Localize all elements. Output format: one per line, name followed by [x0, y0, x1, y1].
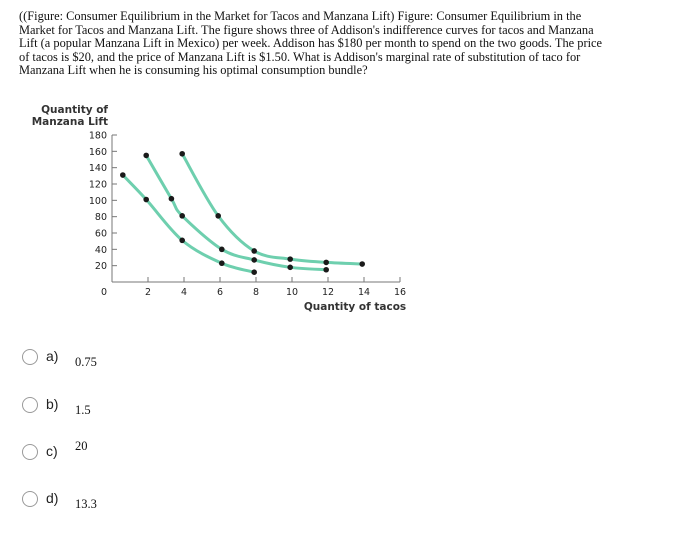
curve-2-point [287, 265, 293, 271]
radio-button-b[interactable] [22, 397, 38, 413]
curve-2-point [251, 257, 257, 263]
y-tick-label: 120 [88, 179, 107, 191]
curve-2-point [169, 196, 175, 202]
x-tick-label: 14 [357, 287, 371, 298]
option-c-letter: c) [46, 443, 58, 459]
radio-button-a[interactable] [22, 349, 38, 365]
curve-1-point [179, 238, 185, 244]
option-c-value: 20 [75, 439, 88, 453]
radio-button-c[interactable] [22, 444, 38, 460]
option-b-value: 1.5 [75, 403, 91, 417]
curve-1-point [143, 197, 149, 203]
radio-button-d[interactable] [22, 491, 38, 507]
curve-3-point [323, 260, 329, 266]
curve-1-point [219, 260, 225, 266]
x-tick-label: 16 [393, 287, 407, 298]
curve-2-point [219, 247, 225, 253]
option-a-letter: a) [46, 348, 59, 364]
x-tick-label: 6 [216, 287, 224, 298]
y-tick-label: 40 [94, 244, 107, 256]
curve-1-point [251, 269, 257, 275]
x-tick-label: 0 [100, 287, 108, 298]
curve-3-point [179, 151, 185, 157]
y-tick-label: 100 [88, 195, 107, 207]
curve-1-point [120, 172, 126, 178]
x-tick-label: 12 [321, 287, 335, 298]
y-axis-label-line-1: Quantity of [41, 104, 108, 116]
y-axis-label-line-2: Manzana Lift [31, 116, 108, 128]
curve-2-point [323, 267, 329, 273]
option-b-letter: b) [46, 396, 59, 412]
option-d-letter: d) [46, 490, 59, 506]
x-tick-label: 4 [180, 287, 188, 298]
curve-2-point [143, 153, 149, 159]
curve-3-point [359, 261, 365, 267]
x-tick-label: 10 [285, 287, 299, 298]
indifference-curve-2 [146, 155, 326, 269]
y-tick-label: 80 [94, 212, 107, 224]
y-tick-label: 20 [94, 261, 107, 273]
x-tick-label: 8 [252, 287, 260, 298]
curve-2-point [179, 213, 185, 219]
y-tick-label: 60 [94, 228, 107, 240]
curve-3-point [287, 256, 293, 262]
question-text: ((Figure: Consumer Equilibrium in the Market for Tacos and Manzana Lift) Figure: Consumer Equilibrium in the Market for Tacos and Manzana Lift. The figure shows three of Addison's indifference curves for tacos and Manzana Lift (a popular Manzana Lift in Mexico) per week. Addison has $180 per month to spend on the two goods. The price of tacos is $20, and the price of Manzana Lift is $1.50. What is Addison's marginal rate of substitution of taco for Manzana Lift when he is consuming his optimal consumption bundle? [19, 9, 603, 78]
x-tick-label: 2 [144, 287, 152, 298]
curve-3-point [215, 213, 221, 219]
x-axis-label: Quantity of tacos [303, 301, 407, 313]
curve-3-point [251, 248, 257, 254]
option-a-value: 0.75 [75, 355, 97, 369]
option-d-value: 13.3 [75, 497, 97, 511]
y-tick-label: 140 [88, 163, 107, 175]
y-tick-label: 160 [88, 146, 107, 158]
plot-area [89, 131, 406, 299]
y-tick-label: 180 [88, 130, 107, 142]
indifference-curve-3 [182, 154, 362, 264]
